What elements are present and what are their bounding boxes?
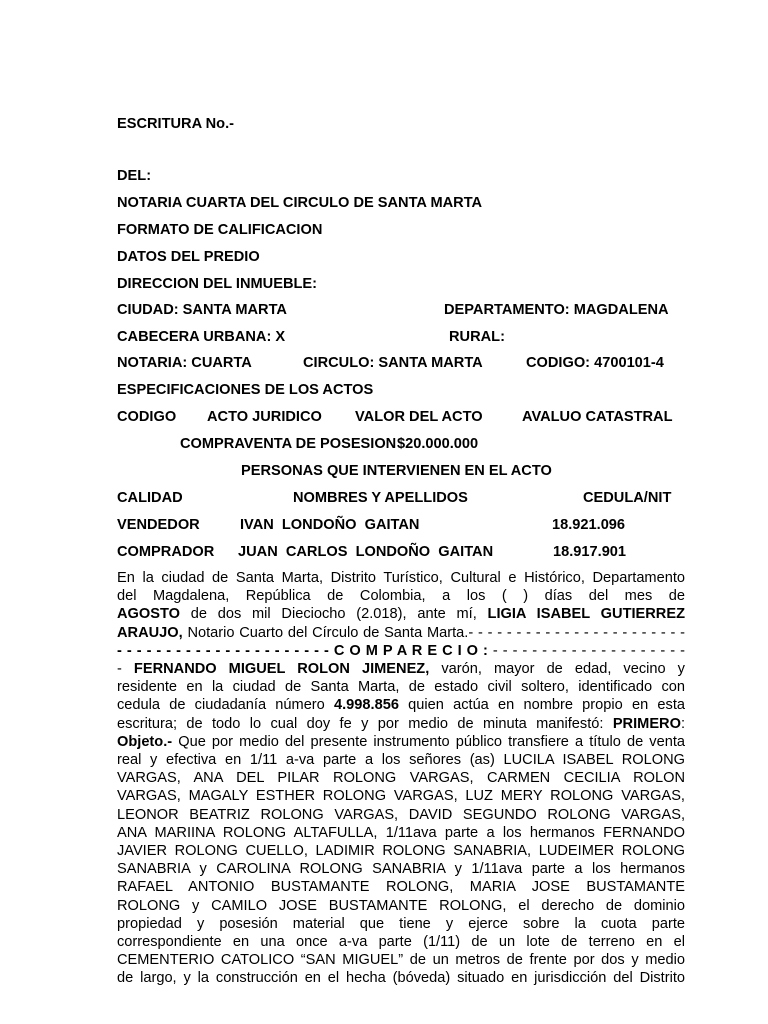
body-line: ANA MARIINA ROLONG ALTAFULLA, 1/11ava parte a los hermanos FERNANDO — [117, 824, 685, 841]
escritura-heading: ESCRITURA No.- — [117, 116, 235, 132]
body-line: escritura; de todo lo cual doy fe y por medio de minuta manifestó: PRIMERO: — [117, 715, 685, 732]
del-label: DEL: — [117, 168, 152, 184]
body-line: propiedad y posesión material que tiene y ejerce sobre la cuota parte — [117, 915, 685, 932]
ciudad-field: CIUDAD: SANTA MARTA — [117, 302, 287, 318]
rural-field: RURAL: — [449, 329, 505, 345]
body-line: En la ciudad de Santa Marta, Distrito Turístico, Cultural e Histórico, Departamento — [117, 570, 685, 586]
body-line: AGOSTO de dos mil Dieciocho (2.018), ante mí, LIGIA ISABEL GUTIERREZ — [117, 606, 685, 623]
comprador-calidad: COMPRADOR — [117, 544, 215, 560]
acto-juridico-value: COMPRAVENTA DE POSESION — [180, 436, 397, 452]
vendedor-cedula: 18.921.096 — [552, 517, 626, 533]
col-cedula-header: CEDULA/NIT — [583, 490, 672, 506]
body-line: VARGAS, MAGALY ESTHER ROLONG VARGAS, LUZ MERY ROLONG VARGAS, — [117, 788, 685, 805]
col-acto-header: ACTO JURIDICO — [207, 409, 322, 425]
valor-acto-value: $20.000.000 — [397, 436, 479, 452]
body-line: ROLONG y CAMILO JOSE BUSTAMANTE ROLONG, el derecho de dominio — [117, 897, 685, 914]
body-line: - FERNANDO MIGUEL ROLON JIMENEZ, varón, mayor de edad, vecino y — [117, 661, 685, 678]
col-calidad-header: CALIDAD — [117, 490, 183, 506]
comprador-cedula: 18.917.901 — [553, 544, 627, 560]
notaria-title: NOTARIA CUARTA DEL CIRCULO DE SANTA MARTA — [117, 195, 483, 211]
departamento-field: DEPARTAMENTO: MAGDALENA — [444, 302, 669, 318]
personas-heading: PERSONAS QUE INTERVIENEN EN EL ACTO — [241, 463, 552, 479]
notaria-field: NOTARIA: CUARTA — [117, 355, 252, 371]
col-nombres-header: NOMBRES Y APELLIDOS — [293, 490, 468, 506]
codigo-notaria-field: CODIGO: 4700101-4 — [526, 355, 664, 371]
body-line: Objeto.- Que por medio del presente instrumento público transfiere a título de venta — [117, 733, 685, 750]
body-line: VARGAS, ANA DEL PILAR ROLONG VARGAS, CARMEN CECILIA ROLON — [117, 770, 685, 787]
direccion-label: DIRECCION DEL INMUEBLE: — [117, 276, 317, 292]
col-avaluo-header: AVALUO CATASTRAL — [522, 409, 673, 425]
body-line: del Magdalena, República de Colombia, a los ( ) días del mes de — [117, 588, 685, 605]
body-line: cedula de ciudadanía número 4.998.856 quien actúa en nombre propio en esta — [117, 697, 685, 714]
comparecio-line: - - - - - - - - - - - - - - - - - - - - - - C O M P A R E C I O : - - - - - - - - - - - - - - - - - - - - — [117, 642, 685, 659]
col-valor-header: VALOR DEL ACTO — [355, 409, 483, 425]
body-line: residente en la ciudad de Santa Marta, de estado civil soltero, identificado con — [117, 679, 685, 696]
body-line: LEONOR BEATRIZ ROLONG VARGAS, DAVID SEGUNDO ROLONG VARGAS, — [117, 806, 685, 823]
cabecera-field: CABECERA URBANA: X — [117, 329, 286, 345]
vendedor-nombre: IVAN LONDOÑO GAITAN — [240, 517, 420, 533]
body-line: de largo, y la construcción en el hecha (bóveda) situado en jurisdicción del Distrito — [117, 970, 685, 987]
circulo-field: CIRCULO: SANTA MARTA — [303, 355, 483, 371]
body-line: JAVIER ROLONG CUELLO, LADIMIR ROLONG SANABRIA, LUDEIMER ROLONG — [117, 843, 685, 860]
body-line: correspondiente en una once a-va parte (1/11) de un lote de terreno en el — [117, 934, 685, 951]
body-line: ARAUJO, Notario Cuarto del Círculo de Santa Marta.- - - - - - - - - - - - - - - - - - - - - - - — [117, 624, 685, 641]
body-line: real y efectiva en 1/11 a-va parte a los señores (as) LUCILA ISABEL ROLONG — [117, 752, 685, 769]
body-line: SANABRIA y CAROLINA ROLONG SANABRIA y 1/11ava parte a los hermanos — [117, 861, 685, 878]
vendedor-calidad: VENDEDOR — [117, 517, 200, 533]
comprador-nombre: JUAN CARLOS LONDOÑO GAITAN — [238, 544, 494, 560]
especificaciones-heading: ESPECIFICACIONES DE LOS ACTOS — [117, 382, 374, 398]
datos-predio-label: DATOS DEL PREDIO — [117, 249, 260, 265]
body-line: CEMENTERIO CATOLICO “SAN MIGUEL” de un metros de frente por dos y medio — [117, 952, 685, 969]
body-line: RAFAEL ANTONIO BUSTAMANTE ROLONG, MARIA JOSE BUSTAMANTE — [117, 879, 685, 896]
deed-body — [117, 569, 685, 988]
formato-label: FORMATO DE CALIFICACION — [117, 222, 323, 238]
col-codigo-header: CODIGO — [117, 409, 177, 425]
